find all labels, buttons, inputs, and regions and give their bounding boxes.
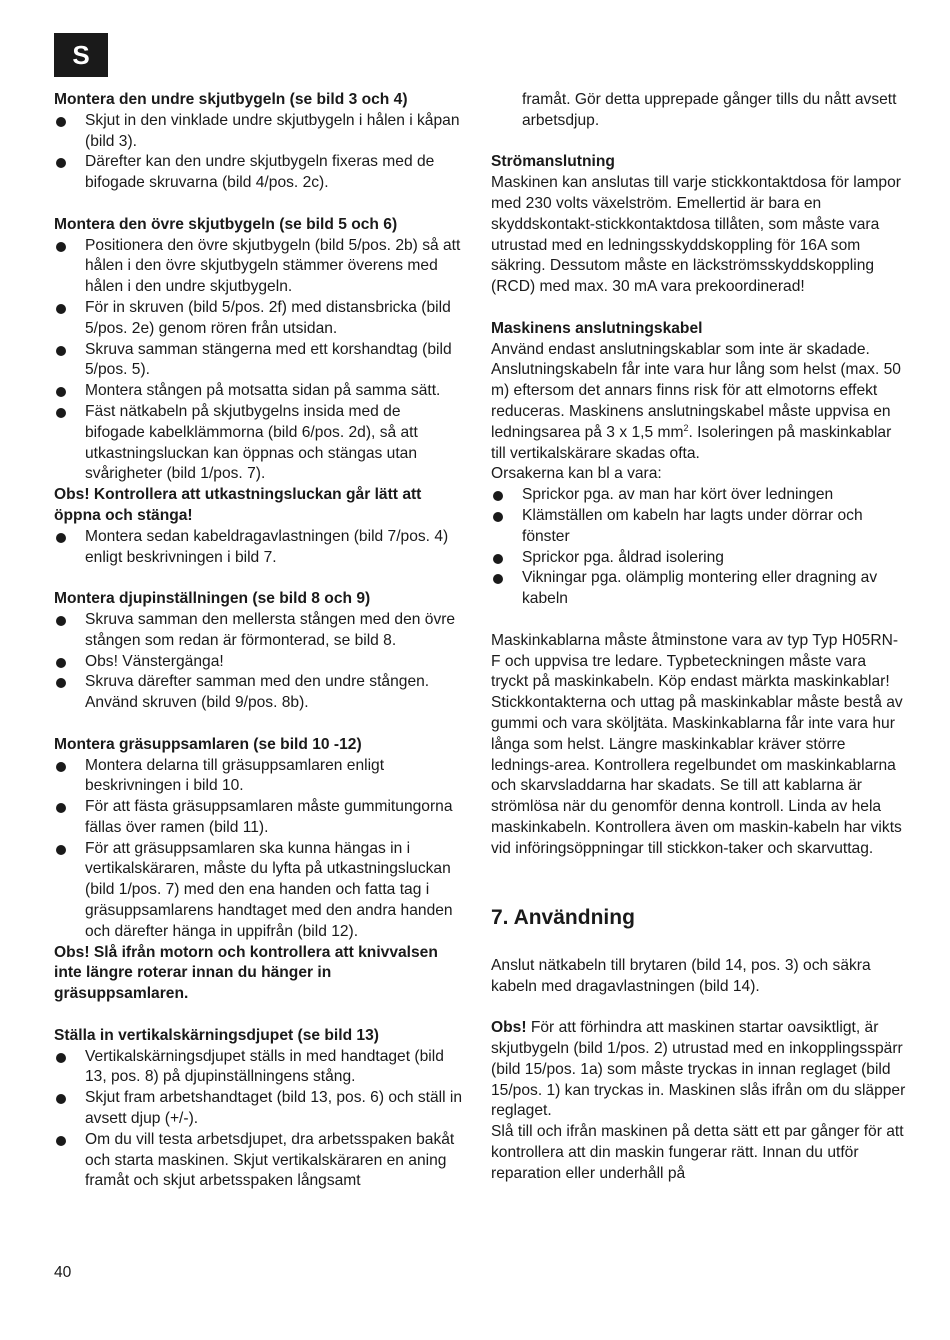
list-item: För att fästa gräsuppsamlaren måste gummitungorna fällas över ramen (bild 11). xyxy=(54,797,464,839)
left-column xyxy=(54,90,464,1192)
list-item: För att gräsuppsamlaren ska kunna hängas in i vertikalskäraren, måste du lyfta på utkastningsluckan (bild 1/pos. 7) med den ena handen och fatta tag i gräsuppsamlarens handtaget med den andra handen och därefter hänga in uppifrån (bild 12). xyxy=(54,839,464,943)
section-heading: Montera gräsuppsamlaren (se bild 10 -12) xyxy=(54,735,362,753)
section-heading: Ställa in vertikalskärningsdjupet (se bild 13) xyxy=(54,1026,379,1044)
list-item: För in skruven (bild 5/pos. 2f) med distansbricka (bild 5/pos. 2e) genom rören från utsidan. xyxy=(54,298,464,340)
section-heading: Montera den övre skjutbygeln (se bild 5 och 6) xyxy=(54,215,398,233)
list-item: Skruva samman stängerna med ett korshandtag (bild 5/pos. 5). xyxy=(54,340,464,382)
list-item: Positionera den övre skjutbygeln (bild 5/pos. 2b) så att hålen i den övre skjutbygeln stämmer överens med hålen i den undre skjutbygeln. xyxy=(54,236,464,298)
language-badge: S xyxy=(54,33,108,77)
list-item: Vikningar pga. olämplig montering eller dragning av kabeln xyxy=(491,568,906,610)
paragraph: Maskinkablarna måste åtminstone vara av typ Typ H05RN-F och uppvisa tre ledare. Typbeteckningen måste vara tryckt på maskinkabeln. Köp endast märkta maskinkablar! Stickkontakterna och uttag på maskinkablar måste bestå av gummi och vara sköljtäta. Maskinkablarna får inte vara hur långa som helst. Längre maskinkablar kräver större lednings-area. Kontrollera regelbundet om maskinkablarna och skarvsladdarna har skadats. Se till att kablarna är strömlösa när du genomför denna kontroll. Linda av hela maskinkabeln. Kontrollera även om maskin-kabeln har vikts vid införingsöppningar till stickkon-taker och skarvuttag. xyxy=(491,631,903,857)
list-item: Sprickor pga. av man har kört över ledningen xyxy=(491,485,906,506)
section-heading: Strömanslutning xyxy=(491,153,615,171)
warning-text: Obs! Kontrollera att utkastningsluckan går lätt att öppna och stänga! xyxy=(54,486,422,524)
list-item: Om du vill testa arbetsdjupet, dra arbetsspaken bakåt och starta maskinen. Skjut vertikalskäraren en aning framåt och skjut arbetsspaken långsamt xyxy=(54,1130,464,1192)
superscript: 2 xyxy=(683,422,689,433)
page-number: 40 xyxy=(54,1264,72,1281)
list-item: Sprickor pga. åldrad isolering xyxy=(491,548,906,569)
list-item: Skruva samman den mellersta stången med den övre stången som redan är förmonterad, se bild 8. xyxy=(54,610,464,652)
list-item: Skjut fram arbetshandtaget (bild 13, pos. 6) och ställ in avsett djup (+/-). xyxy=(54,1088,464,1130)
warning-text: Obs! Slå ifrån motorn och kontrollera att knivvalsen inte längre roterar innan du hänger in gräsuppsamlaren. xyxy=(54,943,438,1003)
list-item: Därefter kan den undre skjutbygeln fixeras med de bifogade skruvarna (bild 4/pos. 2c). xyxy=(54,152,464,194)
list-item: Montera sedan kabeldragavlastningen (bild 7/pos. 4) enligt beskrivningen i bild 7. xyxy=(54,527,464,569)
section-heading: Montera den undre skjutbygeln (se bild 3 och 4) xyxy=(54,91,408,108)
paragraph: Orsakerna kan bl a vara: xyxy=(491,465,662,483)
section-heading: Montera djupinställningen (se bild 8 och 9) xyxy=(54,590,371,608)
paragraph: Anslut nätkabeln till brytaren (bild 14, pos. 3) och säkra kabeln med dragavlastningen (bild 14). xyxy=(491,956,871,995)
continued-text: framåt. Gör detta upprepade gånger tills du nått avsett arbetsdjup. xyxy=(522,91,897,129)
list-item: Montera stången på motsatta sidan på samma sätt. xyxy=(54,381,464,402)
list-item: Fäst nätkabeln på skjutbygelns insida med de bifogade kabelklämmorna (bild 6/pos. 2d), så att utkastningsluckan kan öppnas och stängas utan svårigheter (bild 1/pos. 7). xyxy=(54,402,464,485)
paragraph xyxy=(491,1018,906,1122)
paragraph: Slå till och ifrån maskinen på detta sätt ett par gånger för att kontrollera att din maskin fungerar rätt. Innan du utför reparation eller underhåll på xyxy=(491,1123,904,1182)
paragraph xyxy=(491,340,906,465)
paragraph: Maskinen kan anslutas till varje stickkontaktdosa för lampor med 230 volts växelström. Emellertid är bara en skyddskontakt-stickkontaktdosa tillåten, som måste vara utrustad med en ledningsskyddskoppling för 16A som säkring. Dessutom måste en läckströmsskyddskoppling (RCD) med max. 30 mA vara prekoordinerad! xyxy=(491,174,901,296)
list-item: Vertikalskärningsdjupet ställs in med handtaget (bild 13, pos. 8) på djupinställningens stång. xyxy=(54,1047,464,1089)
right-column xyxy=(491,90,906,1185)
paragraph-text: Använd endast anslutningskablar som inte är skadade. Anslutningskabeln får inte vara hur lång som helst (max. 50 m) eftersom det annars finns risk för att elmotorns effekt reduceras. Maskinens anslutningskabel måste uppvisa en ledningsarea på 3 x 1,5 mm xyxy=(491,340,901,441)
list-item: Montera delarna till gräsuppsamlaren enligt beskrivningen i bild 10. xyxy=(54,756,464,798)
list-item: Obs! Vänstergänga! xyxy=(54,652,464,673)
paragraph-text: För att förhindra att maskinen startar oavsiktligt, är skjutbygeln (bild 1/pos. 2) utrustad med en inkopplingsspärr (bild 15/pos. 1a) som måste tryckas in innan reglaget (bild 15/pos. 1) kan tryckas in. Maskinen slås ifrån om du släpper reglaget. xyxy=(491,1019,906,1120)
paragraph-text: . Isoleringen på maskinkablar till vertikalskärare skadas ofta. xyxy=(491,423,892,462)
obs-label: Obs! xyxy=(491,1019,527,1037)
section-heading: Maskinens anslutningskabel xyxy=(491,319,703,337)
chapter-title: 7. Användning xyxy=(491,906,635,930)
list-item: Skruva därefter samman med den undre stången. Använd skruven (bild 9/pos. 8b). xyxy=(54,672,464,714)
list-item: Skjut in den vinklade undre skjutbygeln i hålen i kåpan (bild 3). xyxy=(54,111,464,153)
list-item: Klämställen om kabeln har lagts under dörrar och fönster xyxy=(491,506,906,548)
